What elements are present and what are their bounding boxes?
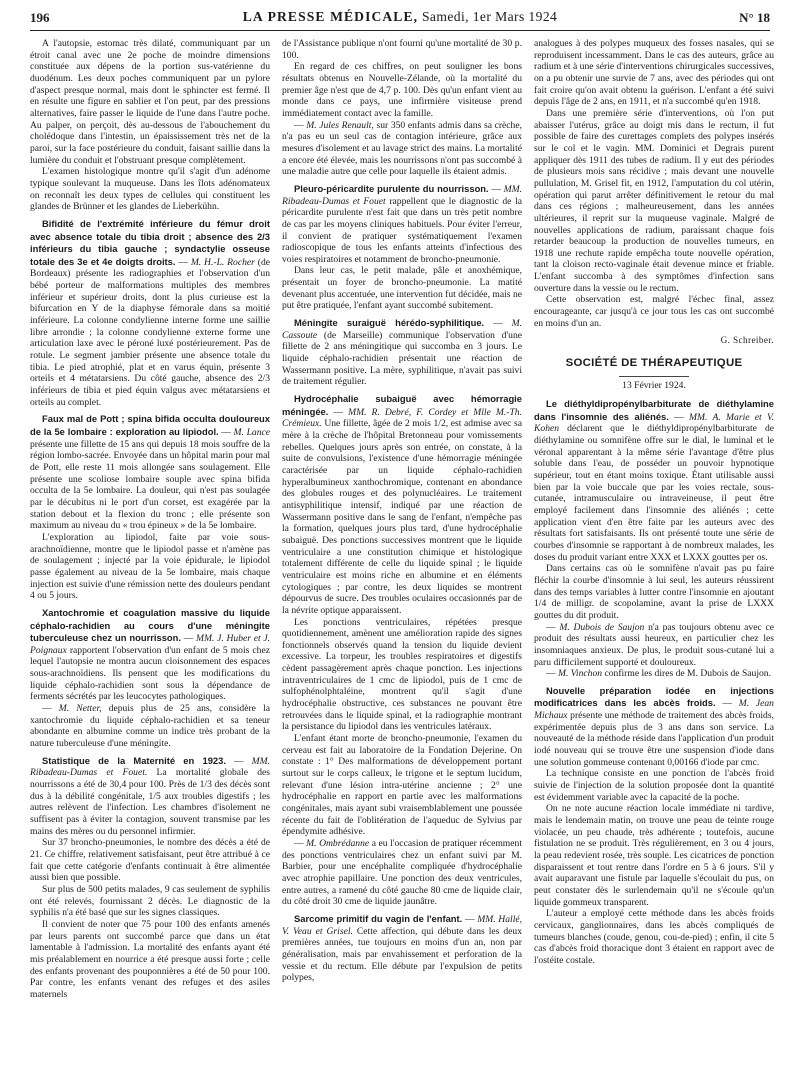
article-author: M. Dubois de Saujon bbox=[559, 621, 645, 633]
article-author: MM. J. Huber et J. Poignaux bbox=[30, 633, 270, 656]
article-sarcome: Sarcome primitif du vagin de l'enfant. — MM. Hallé, V. Veau et Grisel. Cette affection, qui débute dans les deux premières années, tue toujours en moins d'un an, non par généralisation, mais par envahissement et perforation de la vessie et du rectum. Elle débute par l'expulsion de petits polypes, bbox=[282, 912, 522, 984]
article-text: Une fillette, âgée de 2 mois 1/2, est admise avec sa mère à la crèche de l'hôpital Bretonneau pour vomissements rebelles. Quelques jours après son entrée, on constate, à la suite de convulsions, l'existence d'une hémorragie méningée caractérisée par un liquide céphalo-rachidien hyperalbumineux xanthochromique, contenant en abondance des globules rouges et des polynucléaires. Le traitement antisyphilitique intensif, indiqué par une réaction de Wassermann positive dans le sang de l'enfant, n'empêche pas la formation, quelques jours plus tard, d'une hydrocéphalie subaiguë. Des ponctions successives montrent que le liquide ventriculaire a une constitution chimique et histologique totalement différente de celle du liquide spinal ; le liquide ventriculaire est moins riche en albumine et en éléments cytologiques ; par contre, les deux liquides se montrent dépourvus de sucre. Des troubles oculaires occasionnés par de la névrite optique apparaissent. bbox=[282, 418, 522, 616]
journal-name: LA PRESSE MÉDICALE, bbox=[242, 9, 419, 24]
page-header bbox=[30, 8, 770, 28]
column-1 bbox=[30, 38, 270, 1078]
article-title: Le diéthyldipropénylbarbiturate de diéthylamine dans l'insomnie des aliénés. bbox=[534, 398, 774, 422]
paragraph: Les ponctions ventriculaires, répétées presque quotidiennement, amènent une amélioration rapide des signes fonctionnels observés quand la tension du liquide devient excessive. La torpeur, les troubles respiratoires et digestifs cèdent passagèrement après chaque ponction. Les injections intraventriculaires de 1 cmc de lipiodol, puis de 1 cmc de sulfophénolphtaléine, montrent qu'il s'agit d'une hydrocéphalie obstructive, ces substances ne pouvant être retrouvées dans le liquide spinal, et la radiographie montrant la persistance du lipiodol dans les ventricules latéraux. bbox=[282, 616, 522, 733]
paragraph: L'auteur a employé cette méthode dans les abcès froids cervicaux, ganglionnaires, dans les abcès compliqués de tumeurs blanches (coude, genou, cou-de-pied) ; enfin, il cite 5 cas d'abcès froid thoracique dont 3 étaient en rapport avec de l'ostéite costale. bbox=[534, 908, 774, 966]
article-author: M. Jules Renault, bbox=[306, 119, 374, 131]
article-title: Xantochromie et coagulation massive du liquide céphalo-rachidien au cours d'une méningite tuberculeuse chez un nourrisson. bbox=[30, 606, 270, 644]
article-title: Sarcome primitif du vagin de l'enfant. bbox=[294, 912, 463, 924]
article-title: Statistique de la Maternité en 1923. bbox=[42, 754, 226, 766]
article-text: présente une fillette de 15 ans qui depuis 18 mois souffre de la région lombo-sacrée. Envoyée dans un hôpital marin pour mal de Pott, elle reste 11 mois allongée sans soulagement. Elle présente une scoliose lombaire souple avec spina bifida occulta de la 5e lombaire. La douleur, qui n'est pas soulagée par le décubitus ni le port d'un corset, est exagérée par la station debout et la flexion du tronc ; elle présente son maximum au niveau du « trou épineux » de la 5e lombaire. bbox=[30, 438, 270, 532]
paragraph: L'enfant étant morte de broncho-pneumonie, l'examen du cerveau est fait au laboratoire de la Fondation Dejerine. On constate : 1° Des malformations de développement portant surtout sur le corps calleux, le trigone et le septum lucidum, relevant d'une lésion intra-utérine ancienne ; 2° une hydrocéphalie en rapport en partie avec les malformations congénitales, mais ayant subi vraisemblablement une poussée récente du fait de l'oblitération de l'aqueduc de Sylvius par épendymite adhésive. bbox=[282, 733, 522, 838]
article-text: présente une méthode de traitement des abcès froids, expérimentée depuis plus de 3 ans dans son service. La nouveauté de la méthode réside dans l'application d'un produit iodé nouveau qui se trouve être une suspension d'iode dans une solution gommeuse contenant 0,00166 d'iode par cmc. bbox=[534, 710, 774, 768]
article-text: Cette affection, qui débute dans les deux premières années, tue toujours en moins d'un an, non par généralisation, mais par envahissement et perforation de la vessie et du rectum. Elle débute par l'expulsion de petits polypes, bbox=[282, 925, 522, 984]
page-number: 196 bbox=[30, 10, 50, 25]
article-pleuro: Pleuro-péricardite purulente du nourrisson. — MM. Ribadeau-Dumas et Fouet rappellent que le diagnostic de la péricardite purulente n'est fait que dans un très petit nombre de cas par les moyens cliniques habituels. Pour éviter l'erreur, il convient de pratiquer systématiquement l'examen radioscopique de tous les enfants atteints d'infectious des voies respiratoires et notamment de broncho-pneumonie. bbox=[282, 182, 522, 265]
paragraph: — M. Netter, depuis plus de 25 ans, considère la xantochromie du liquide céphalo-rachidien et sa teneur abondante en albumine comme un indice très probant de la nature tuberculeuse d'une méningite. bbox=[30, 703, 270, 750]
article-text: a eu l'occasion de pratiquer récemment des ponctions ventriculaires chez un enfant suivi par M. Barbier, pour une encéphalite compliquée d'hydrocéphalie avec atrophie papillaire. Une ponction des deux ventricules, entre autres, a ramené du côté gauche 80 cme de liquide clair, du côté droit 30 cme de liquide jaunâtre. bbox=[282, 837, 522, 908]
section-rule bbox=[619, 376, 689, 377]
article-author: M. Vinchon bbox=[558, 668, 603, 680]
article-meningite: Méningite suraiguë hérédo-syphilitique. — M. Cassoute (de Marseille) communique l'observation d'une fillette de 2 ans méningitique qui succomba en 3 jours. Le liquide céphalo-rachidien présentait une réaction de Wassermann positive. La mère, syphilitique, n'avait pas suivi de traitement régulier. bbox=[282, 317, 522, 388]
author-signature: G. Schreiber. bbox=[720, 335, 774, 346]
paragraph: Il convient de noter que 75 pour 100 des enfants amenés par leurs parents ont succombé parce que dans un état lamentable à l'admission. La mortalité des enfants ayant été mis préalablement en nourrice a été presque aussi forte ; celle des enfants provenant des pouponnières a été de 50 pour 100. Par contre, les enfants venant des refuges et des asiles maternels bbox=[30, 918, 270, 1000]
article-text: (de Bordeaux) présente les radiographies et l'observation d'un bébé porteur de malformations multiples des membres inférieur et supérieur droits, dont la plus curieuse est la bifurcation en Y de la diaphyse fémorale dans sa moitié inférieure. La colonne condylienne interne forme une saillie libre arrondie ; la colonne condylienne externe forme une articulation laxe avec le péroné luxé postérieurement. Pas de rotule. Le segment jambier présente une absence totale du tibia. Le pied atrophié, plat et en varus équin, présente 3 orteils et 4 métatarsiens. Du côté gauche, absence des 2/3 inférieurs de tibia et pied équin valgus avec métatarsiens et orteils au complet. bbox=[30, 256, 270, 408]
article-author: M. H.-L. Rocher bbox=[190, 256, 255, 268]
issue-date: Samedi, 1er Mars 1924 bbox=[421, 9, 558, 24]
article-text: n'a pas toujours obtenu avec ce produit des résultats aussi heureux, en particulier chez les insomniaques anxieux. De plus, le produit sous-cutané lui a paru difficilement supporté et douloureux. bbox=[534, 621, 774, 668]
article-iode: Nouvelle préparation iodée en injections modificatrices dans les abcès froids. — M. Jean Michaux présente une méthode de traitement des abcès froids, expérimentée depuis plus de 3 ans dans son service. La nouveauté de la méthode réside dans l'application d'un produit iodé nouveau qui se trouve être une suspension d'iode dans une solution gommeuse contenant 0,00166 d'iode par cmc. bbox=[534, 684, 774, 768]
paragraph: Dans certains cas où le somnifène n'avait pas pu faire fléchir la courbe d'insomnie à lui seul, les auteurs réussirent dans des temps variables à lutter contre l'insomnie en ajoutant 1/4 de milligr. de scopolamine, avant la prise de LXXX gouttes du dit produit. bbox=[534, 563, 774, 621]
paragraph: Sur plus de 500 petits malades, 9 cas seulement de syphilis ont été relevés, fournissant 2 décès. Le diagnostic de la syphilis n'a été basé que sur les signes classiques. bbox=[30, 883, 270, 919]
article-text: La mortalité globale des nourrissons a été de 30,4 pour 100. Près de 1/3 des décès sont dus à la débilité congénitale, 1/5 aux troubles digestifs ; les autres relèvent de l'infection. Les chambres d'isolement ne suffisent pas à éviter la contagion, souvent transmise par les mains des mères ou du personnel infirmier. bbox=[30, 767, 270, 837]
paragraph: — M. Jules Renault, sur 350 enfants admis dans sa crèche, n'a pas eu un seul cas de contagion intérieure, grâce aux mesures d'isolement et au lavage strict des mains. La mortalité a encore été élevée, mais les nourrissons n'ont pas succombé à une maladie autre que celle pour laquelle ils étaient admis. bbox=[282, 119, 522, 178]
column-2 bbox=[282, 38, 522, 1078]
article-author: M. Jean Michaux bbox=[534, 698, 774, 722]
paragraph: Dans une première série d'interventions, où l'on put abaisser l'utérus, grâce au doigt mis dans le rectum, il fut possible de faire des curettages complets des polypes insérés sur le col et le vagin. MM. Dominici et Degrais purent appliquer dès 1911 des tubes de radium. Il y eut des périodes de plusieurs mois sans récidive ; mais devant une nouvelle pullulation, M. Grisel fit, en 1912, l'amputation du col utérin, opération qui parut arrêter définitivement le retour du mal dans ces régions ; malheureusement, dans les années ultérieures, il reprit sur la muqueuse vaginale. Malgré de nouvelles applications de radium, paraissant chaque fois retarder beaucoup la production de nouvelles tumeurs, en 1918 une rechute rapide empêcha toute nouvelle opération, tant la cloison recto-vaginale était devenue mince et friable. L'enfant succomba à des symptômes d'infection sans ouverture dans la vessie ou le rectum. bbox=[534, 107, 774, 294]
paragraph: Cette observation est, malgré l'échec final, assez encourageante, car jusqu'à ce jour tous les cas ont succombé en moins d'un an. bbox=[534, 294, 774, 329]
section-date: 13 Février 1924. bbox=[622, 380, 686, 392]
article-author: MM. Ribadeau-Dumas et Fouet bbox=[282, 183, 522, 207]
article-author: MM. Ribadeau-Dumas et Fouet. bbox=[30, 755, 270, 779]
article-title: Bifidité de l'extrémité inférieure du fémur droit avec absence totale du tibia droit ; absence des 2/3 inférieurs du tibia gauche ; syndactylie osseuse totale des 3e et 4e doigts droits. bbox=[30, 217, 270, 267]
paragraph: L'exploration au lipiodol, faite par voie sous-arachnoïdienne, montre que le lipiodol passe et n'amène pas de soulagement ; injecté par la voie épidurale, le lipiodol passe également au niveau de la 5e lombaire, mais chaque injection est suivie d'une rémission nette des douleurs pendant 4 ou 5 jours. bbox=[30, 531, 270, 602]
article-text: (de Marseille) communique l'observation d'une fillette de 2 ans méningitique qui succomba en 3 jours. Le liquide céphalo-rachidien présentait une réaction de Wassermann positive. La mère, syphilitique, n'avait pas suivi de traitement régulier. bbox=[282, 329, 522, 388]
article-rocher: Bifidité de l'extrémité inférieure du fémur droit avec absence totale du tibia droit ; absence des 2/3 inférieurs du tibia gauche ; syndactylie osseuse totale des 3e et 4e doigts droits. — M. H.-L. Rocher (de Bordeaux) présente les radiographies et l'observation d'un bébé porteur de malformations multiples des membres inférieur et supérieur droits, dont la plus curieuse est la bifurcation en Y de la diaphyse fémorale dans sa moitié inférieure. La colonne condylienne interne forme une saillie libre arrondie ; la colonne condylienne externe forme une articulation laxe avec le péroné luxé postérieurement. Pas de rotule. Le segment jambier présente une absence totale du tibia. Le pied atrophié, plat et en varus équin, présente 3 orteils et 4 métatarsiens. Du côté gauche, absence des 2/3 inférieurs de tibia et pied équin valgus avec métatarsiens et orteils au complet. bbox=[30, 217, 270, 408]
paragraph: Dans leur cas, le petit malade, pâle et anoxhémique, présentait un foyer de broncho-pneumonie. La matité devenant plus accentuée, une intervention fut décidée, mais ne put être pratiquée, l'enfant ayant succombé subitement. bbox=[282, 265, 522, 312]
article-author: M. Ombrédanne bbox=[306, 837, 370, 849]
article-text: rapportent l'observation d'un enfant de 5 mois chez lequel l'autopsie ne montra aucun cloisonnement des espaces sous-arachnoïdiens. Ils pensent que les modifications du liquide céphalo-rachidien sont sous la dépendance de ferments sécrétés par les leucocytes pathologiques. bbox=[30, 644, 270, 703]
article-author: M. Cassoute bbox=[282, 318, 522, 341]
column-3 bbox=[534, 38, 774, 1078]
paragraph: analogues à des polypes muqueux des fosses nasales, qui se reproduisent incessamment. Dans le cas des auteurs, grâce au radium et à une série d'interventions chirurgicales successives, on a pu obtenir une survie de 7 ans, avec des périodes qui ont fait croire qu'on avait obtenu la guérison. L'enfant a été suivi depuis l'âge de 2 ans, en 1911, et n'a succombé qu'en 1918. bbox=[534, 38, 774, 108]
article-title: Nouvelle préparation iodée en injections modificatrices dans les abcès froids. bbox=[534, 684, 774, 709]
article-title: Méningite suraiguë hérédo-syphilitique. bbox=[294, 317, 485, 329]
article-somnifene: Le diéthyldipropénylbarbiturate de diéthylamine dans l'insomnie des aliénés. — MM. A. Marie et V. Kohen déclarent que le diéthyldipropénylbarbiturate de diéthylamine ou somnifène offre sur le dial, le luminal et le véronal apparentant à la même série l'avantage d'être plus soluble dans l'eau, de posséder un pouvoir hypnotique supérieur, tout en étant moins toxique. Étant utilisable aussi bien par la voie buccale que par les voies rectale, sous-cutanée, intramusculaire ou intraveineuse, il peut être employé facilement dans l'insomnie des aliénés ; cette application vient d'en être faite par les auteurs avec des résultats fort satisfaisants. Ils ont présenté toute une série de courbes d'insomnie se rapportant à de nombreux malades, les doses du produit variant entre XXX et LXXX gouttes per os. bbox=[534, 398, 774, 563]
article-author: MM. R. Debré, F. Cordey et Mlle M.-Th. Crémieux. bbox=[282, 406, 522, 430]
article-author: MM. Hallé, V. Veau et Grisel. bbox=[282, 913, 522, 937]
paragraph: — M. Dubois de Saujon n'a pas toujours obtenu avec ce produit des résultats aussi heureux, en particulier chez les insomniaques anxieux. De plus, le produit sous-cutané lui a paru difficilement supporté et douloureux. bbox=[534, 621, 774, 668]
paragraph: Sur 37 broncho-pneumonies, le nombre des décès a été de 21. Ce chiffre, relativement satisfaisant, peut être attribué à ce fait que cette catégorie d'enfants continuait à être alimentée aussi bien que possible. bbox=[30, 837, 270, 884]
article-title: Faux mal de Pott ; spina bifida occulta douloureux de la 5e lombaire : exploration au lipiodol. bbox=[30, 413, 270, 437]
article-text: déclarent que le diéthyldipropénylbarbiturate de diéthylamine ou somnifène offre sur le dial, le luminal et le véronal apparentant à la même série l'avantage d'être plus soluble dans l'eau, de posséder un pouvoir hypnotique supérieur, tout en étant moins toxique. Étant utilisable aussi bien par la voie buccale que par les voies rectale, sous-cutanée, intramusculaire ou intraveineuse, il peut être employé facilement dans l'insomnie des aliénés ; cette application vient d'en être faite par les auteurs avec des résultats fort satisfaisants. Ils ont présenté toute une série de courbes d'insomnie se rapportant à de nombreux malades, les doses du produit variant entre XXX et LXXX gouttes per os. bbox=[534, 423, 774, 563]
header-rule bbox=[30, 30, 770, 31]
article-text: confirme les dires de M. Dubois de Saujon. bbox=[604, 668, 771, 680]
article-title: Hydrocéphalie subaiguë avec hémorragie méningée. bbox=[282, 393, 522, 417]
article-title: Pleuro-péricardite purulente du nourrisson. bbox=[294, 182, 489, 194]
article-text: sur 350 enfants admis dans sa crèche, n'a pas eu un seul cas de contagion intérieure, grâce aux mesures d'isolement et au lavage strict des mains. La mortalité a encore été élevée, mais les nourrissons n'ont pas succombé à une maladie autre que celle pour laquelle ils étaient admis. bbox=[282, 119, 522, 178]
paragraph: — M. Ombrédanne a eu l'occasion de pratiquer récemment des ponctions ventriculaires chez un enfant suivi par M. Barbier, pour une encéphalite compliquée d'hydrocéphalie avec atrophie papillaire. Une ponction des deux ventricules, entre autres, a ramené du côté gauche 80 cme de liquide clair, du côté droit 30 cme de liquide jaunâtre. bbox=[282, 837, 522, 908]
article-huber: Xantochromie et coagulation massive du liquide céphalo-rachidien au cours d'une méningite tuberculeuse chez un nourrisson. — MM. J. Huber et J. Poignaux rapportent l'observation d'un enfant de 5 mois chez lequel l'autopsie ne montra aucun cloisonnement des espaces sous-arachnoïdiens. Ils pensent que les modifications du liquide céphalo-rachidien sont sous la dépendance de ferments sécrétés par les leucocytes pathologiques. bbox=[30, 606, 270, 703]
article-text: rappellent que le diagnostic de la péricardite purulente n'est fait que dans un très petit nombre de cas par les moyens cliniques habituels. Pour éviter l'erreur, il convient de pratiquer systématiquement l'examen radioscopique de tous les enfants atteints d'infectious des voies respiratoires et notamment de broncho-pneumonie. bbox=[282, 195, 522, 265]
issue-number: N° 18 bbox=[739, 10, 770, 25]
article-hydrocephalie: Hydrocéphalie subaiguë avec hémorragie méningée. — MM. R. Debré, F. Cordey et Mlle M.-Th. Crémieux. Une fillette, âgée de 2 mois 1/2, est admise avec sa mère à la crèche de l'hôpital Bretonneau pour vomissements rebelles. Quelques jours après son entrée, on constate, à la suite de convulsions, l'existence d'une hémorragie méningée caractérisée par un liquide céphalo-rachidien hyperalbumineux xanthochromique, contenant en abondance des globules rouges et des polynucléaires. Le traitement antisyphilitique intensif, indiqué par une réaction de Wassermann positive dans le sang de l'enfant, n'empêche pas la formation, quelques jours plus tard, d'une hydrocéphalie subaiguë. Des ponctions successives montrent que le liquide ventriculaire a une constitution chimique et histologique totalement différente de celle du liquide spinal ; le liquide ventriculaire est moins riche en albumine et en éléments cytologiques ; par contre, les deux liquides se montrent dépourvus de sucre. Des troubles oculaires occasionnés par de la névrite optique apparaissent. bbox=[282, 393, 522, 616]
section-heading: SOCIÉTÉ DE THÉRAPEUTIQUE bbox=[565, 356, 743, 369]
article-author: M. Netter, bbox=[58, 703, 102, 715]
header-title bbox=[30, 9, 770, 25]
paragraph: — M. Vinchon confirme les dires de M. Dubois de Saujon. bbox=[546, 668, 771, 680]
paragraph: On ne note aucune réaction locale immédiate ni tardive, mais le lendemain matin, on trouve une peau de teinte rouge violacée, un peu chaude, très adhérente ; toutefois, aucune fistulation ne se produit. Très régulièrement, en 3 ou 4 jours, la peau redevient rosée, très souple. Les cicatrices de ponction disparaissent et tout rentre dans l'ordre en 5 à 6 jours. S'il y avait auparavant une fistule par laquelle s'écoulait du pus, on peut constater dès le surlendemain qu'il ne s'écoule qu'un liquide gommeux transparent. bbox=[534, 803, 774, 908]
article-maternite: Statistique de la Maternité en 1923. — MM. Ribadeau-Dumas et Fouet. La mortalité globale des nourrissons a été de 30,4 pour 100. Près de 1/3 des décès sont dus à la débilité congénitale, 1/5 aux troubles digestifs ; les autres relèvent de l'infection. Les chambres d'isolement ne suffisent pas à éviter la contagion, souvent transmise par les mains des mères ou du personnel infirmier. bbox=[30, 754, 270, 837]
article-author: M. Lance bbox=[233, 427, 270, 438]
paragraph: A l'autopsie, estomac très dilaté, communiquant par un étroit canal avec une 2e poche de moindre dimensions constituée aux dépens de la portion sus-vatérienne du duodénum. Les deux poches communiquent par un pylore d'aspect presque normal, mais dont le sphincter est fermé. Il en résulte une figure en sablier et l'on peut, par des pressions alternatives, faire passer le liquide de l'une dans l'autre poche. Au palper, on perçoit, dès au-dessous de l'abouchement du cholédoque dans l'intestin, un épaississement très net de la paroi, sur la face postérieure du conduit, faisant saillie dans la lumière du conduit et l'obstruant presque complètement. bbox=[30, 38, 270, 166]
article-text: depuis plus de 25 ans, considère la xantochromie du liquide céphalo-rachidien et sa teneur abondante en albumine comme un indice très probant de la nature tuberculeuse d'une méningite. bbox=[30, 703, 270, 750]
paragraph: La technique consiste en une ponction de l'abcès froid suivie de l'injection de la solution proposée dont la quantité est évidemment variable avec la capacité de la poche. bbox=[534, 768, 774, 803]
article-author: MM. A. Marie et V. Kohen bbox=[534, 411, 774, 435]
paragraph: de l'Assistance publique n'ont fourni qu'une mortalité de 30 p. 100. bbox=[282, 38, 522, 61]
paragraph: En regard de ces chiffres, on peut souligner les bons résultats obtenus en Nouvelle-Zélande, où la mortalité du premier âge n'est que de 4,7 p. 100. Dès qu'un enfant vient au monde dans ce pays, une infirmière visiteuse prend immédiatement contact avec la famille. bbox=[282, 61, 522, 119]
article-lance: Faux mal de Pott ; spina bifida occulta douloureux de la 5e lombaire : exploration au lipiodol. — M. Lance présente une fillette de 15 ans qui depuis 18 mois souffre de la région lombo-sacrée. Envoyée dans un hôpital marin pour mal de Pott, elle reste 11 mois allongée sans soulagement. Elle présente une scoliose lombaire souple avec spina bifida occulta de la 5e lombaire. La douleur, qui n'est pas soulagée par le décubitus ni le port d'un corset, est exagérée par la station debout et la flexion du tronc ; elle présente son maximum au niveau du « trou épineux » de la 5e lombaire. bbox=[30, 413, 270, 532]
paragraph: L'examen histologique montre qu'il s'agit d'un adénome typique soulevant la muqueuse. Dans les îlots adénomateux on reconnaît les deux types de cellules qui constituent les glandes de Brünner et les glandes de Lieberkühn. bbox=[30, 166, 270, 213]
